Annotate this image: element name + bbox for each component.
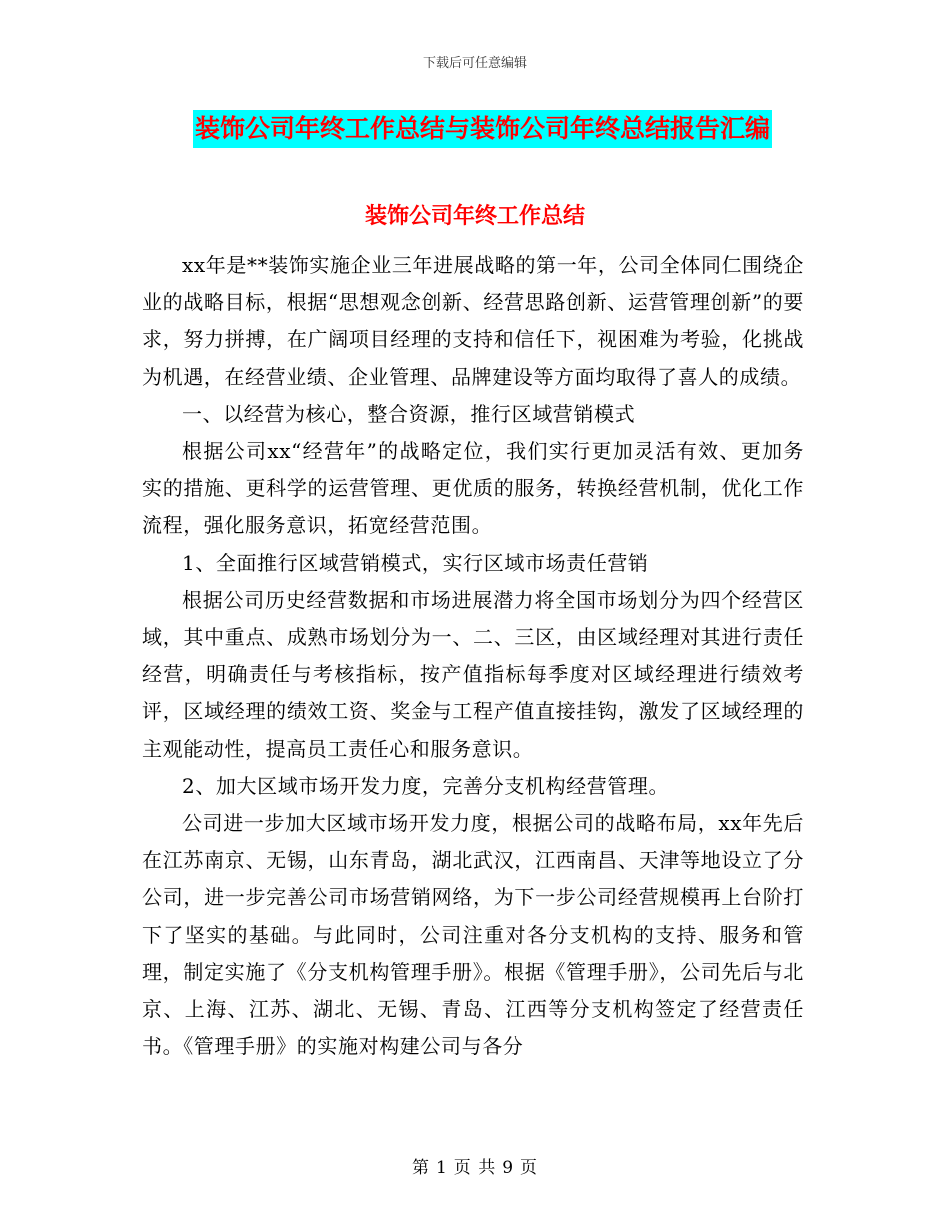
paragraph-regions: 根据公司历史经营数据和市场进展潜力将全国市场划分为四个经营区域，其中重点、成熟市场划分为一、二、三区，由区域经理对其进行责任经营，明确责任与考核指标，按产值指标每季度对区域经理进行绩效考评，区域经理的绩效工资、奖金与工程产值直接挂钩，激发了区域经理的主观能动性，提高员工责任心和服务意识。 (142, 587, 804, 761)
header-note: 下载后可任意编辑 (422, 56, 527, 71)
document-body (142, 247, 804, 1065)
section-title: 装饰公司年终工作总结 (364, 204, 585, 229)
footer-prefix: 第 (411, 1158, 430, 1178)
document-title: 装饰公司年终工作总结与装饰公司年终总结报告汇编 (193, 110, 772, 148)
heading-item-one: 1、全面推行区域营销模式，实行区域市场责任营销 (182, 550, 649, 575)
footer-middle: 页 共 (453, 1158, 497, 1178)
paragraph-strategy: 根据公司xx“经营年”的战略定位，我们实行更加灵活有效、更加务实的措施、更科学的运营管理、更优质的服务，转换经营机制，优化工作流程，强化服务意识，拓宽经营范围。 (142, 439, 804, 538)
paragraph-branches: 公司进一步加大区域市场开发力度，根据公司的战略布局，xx年先后在江苏南京、无锡，山东青岛，湖北武汉，江西南昌、天津等地设立了分公司，进一步完善公司市场营销网络，为下一步公司经营规模再上台阶打下了坚实的基础。与此同时，公司注重对各分支机构的支持、服务和管理，制定实施了《分支机构管理手册》。根据《管理手册》，公司先后与北京、上海、江苏、湖北、无锡、青岛、江西等分支机构签定了经营责任书。《管理手册》的实施对构建公司与各分 (142, 811, 804, 1059)
heading-item-two: 2、加大区域市场开发力度，完善分支机构经营管理。 (182, 773, 670, 798)
footer-page-number: 1 (435, 1158, 448, 1178)
footer-suffix: 页 (520, 1158, 539, 1178)
footer-total-pages: 9 (502, 1158, 515, 1178)
page-footer (0, 1153, 950, 1178)
heading-part-one: 一、以经营为核心，整合资源，推行区域营销模式 (182, 401, 636, 426)
paragraph-intro: xx年是**装饰实施企业三年进展战略的第一年，公司全体同仁围绕企业的战略目标，根据“思想观念创新、经营思路创新、运营管理创新”的要求，努力拼搏，在广阔项目经理的支持和信任下，视困难为考验，化挑战为机遇，在经营业绩、企业管理、品牌建设等方面均取得了喜人的成绩。 (142, 253, 804, 389)
